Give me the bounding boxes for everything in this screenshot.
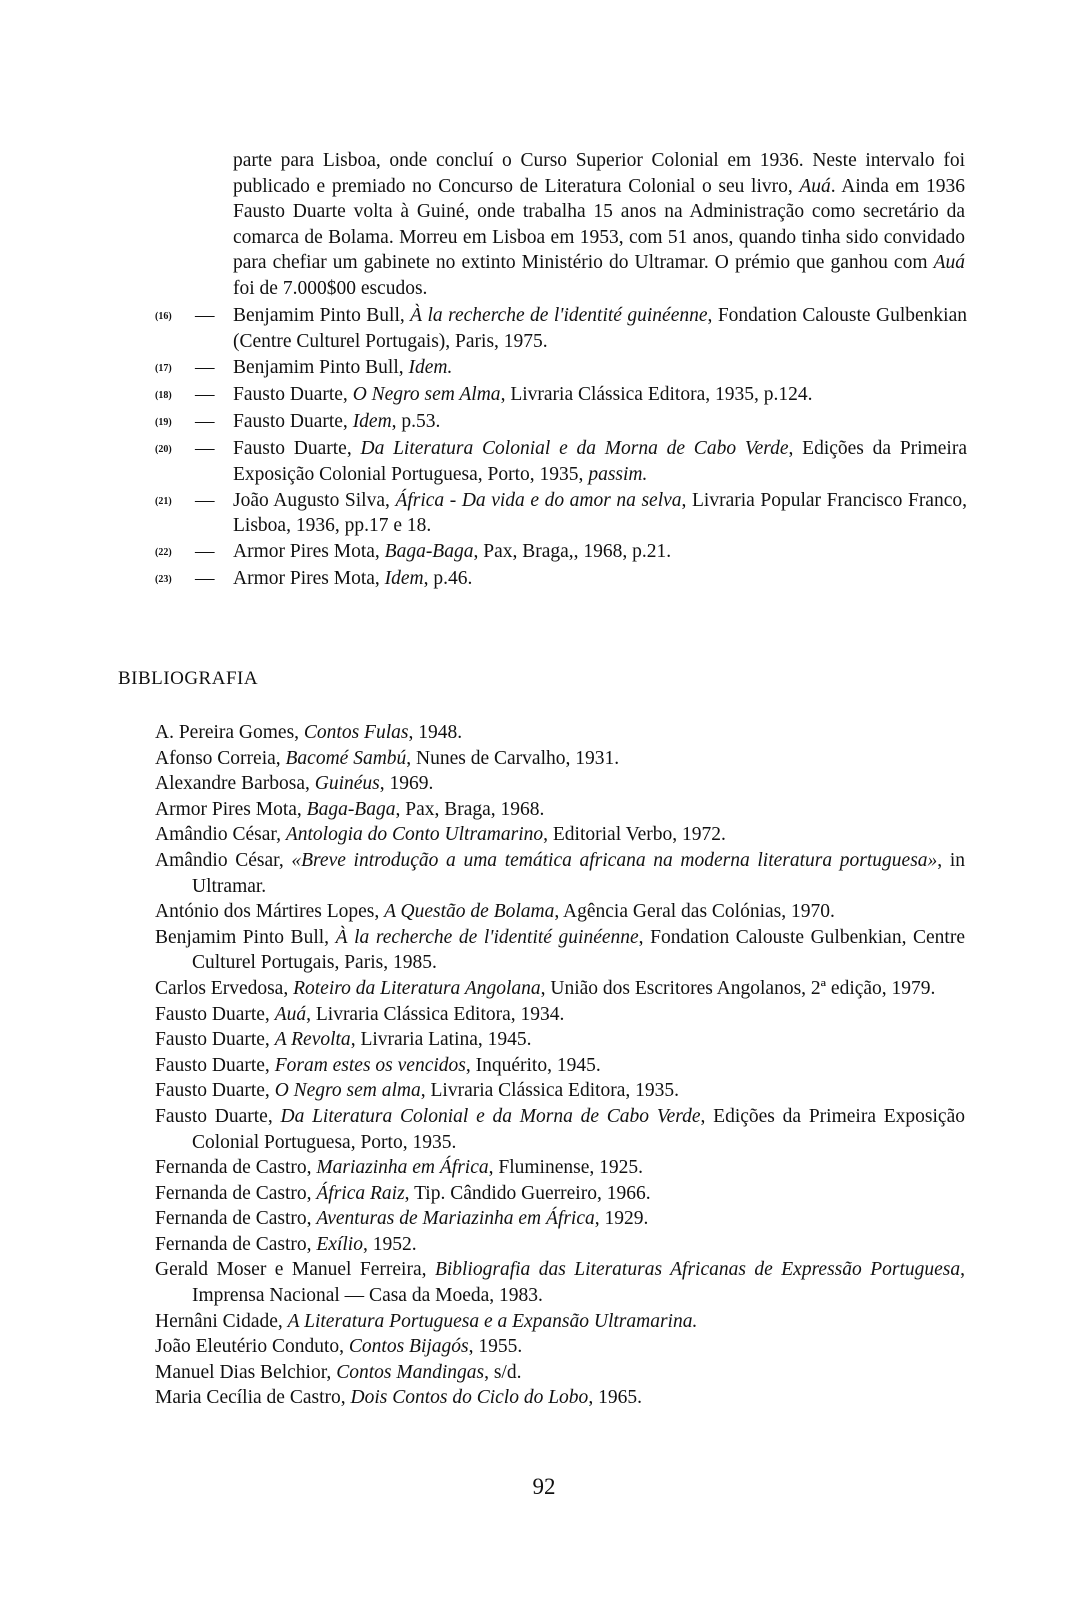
entry-author: Amândio César,	[155, 849, 292, 871]
entry-title: A Questão de Bolama	[384, 901, 555, 923]
footnote-dash: —	[195, 356, 215, 378]
footnote-details: , Fondation Calouste Gulbenkian (Centre Culturel Portugais), Paris, 1975.	[233, 305, 967, 352]
entry-author: Carlos Ervedosa,	[155, 977, 294, 999]
entry-author: António dos Mártires Lopes,	[155, 901, 385, 923]
footnote-text	[233, 436, 967, 487]
bibliography-entry	[155, 1027, 965, 1053]
entry-title: Roteiro da Literatura Angolana	[293, 977, 541, 999]
entry-details: , Nunes de Carvalho, 1931.	[406, 747, 620, 769]
entry-title: Bibliografia das Literaturas Africanas de Expressão Portuguesa	[434, 1259, 961, 1281]
footnote-details: , p.53.	[391, 410, 441, 432]
entry-author: Alexandre Barbosa,	[155, 773, 315, 795]
entry-title: Baga-Baga	[306, 798, 396, 820]
entry-title: Antologia do Conto Ultramarino	[285, 824, 544, 846]
entry-details: , Editorial Verbo, 1972.	[543, 824, 726, 846]
entry-title: Contos Mandingas	[336, 1361, 485, 1383]
footnote-author: Fausto Duarte,	[233, 383, 353, 405]
entry-details: , Inquérito, 1945.	[465, 1054, 601, 1076]
intro-text-pre: parte para Lisboa, onde concluí o Curso Superior Colonial em 1936. Neste intervalo foi publicado e premiado no Concurso de Literatura Colonial o seu livro,	[233, 150, 965, 197]
footnote-number: (17)	[155, 362, 172, 374]
bibliography-heading: BIBLIOGRAFIA	[118, 668, 259, 689]
footnote-text	[233, 303, 967, 354]
entry-title: Da Literatura Colonial e da Morna de Cabo Verde	[280, 1105, 701, 1127]
footnote-details: , Livraria Clássica Editora, 1935, p.124.	[500, 383, 813, 405]
bibliography-entry	[155, 1002, 965, 1028]
footnote-text	[233, 382, 967, 409]
footnote-dash: —	[195, 410, 215, 432]
footnote-details: , p.46.	[423, 568, 473, 590]
entry-details: , Fluminense, 1925.	[488, 1157, 643, 1179]
entry-author: Gerald Moser e Manuel Ferreira,	[155, 1259, 435, 1281]
bibliography-entry	[155, 1309, 965, 1335]
entry-details: , 1929.	[594, 1208, 649, 1230]
footnote-title: Idem	[352, 410, 392, 432]
entry-details: , Imprensa Nacional — Casa da Moeda, 1983.	[192, 1259, 966, 1307]
footnote-dash: —	[195, 489, 215, 511]
bibliography-entry	[155, 797, 965, 823]
footnote-item	[155, 382, 967, 409]
intro-title: Auá	[799, 175, 831, 197]
entry-author: Fausto Duarte,	[155, 1029, 275, 1051]
footnote-text	[233, 409, 967, 436]
footnote-number: (20)	[155, 443, 172, 455]
footnote-item	[155, 303, 967, 354]
footnote-author: João Augusto Silva,	[233, 489, 396, 511]
bibliography-entry	[155, 720, 965, 746]
footnote-details: , Pax, Braga,, 1968, p.21.	[473, 541, 672, 563]
entry-title: A Literatura Portuguesa e a Expansão Ultramarina.	[287, 1310, 698, 1332]
entry-details: , in Ultramar.	[192, 849, 965, 897]
footnote-title: Baga-Baga	[384, 541, 474, 563]
intro-paragraph	[233, 148, 965, 302]
footnote-item	[155, 355, 967, 382]
entry-details: , 1952.	[362, 1233, 417, 1255]
intro-text-post: foi de 7.000$00 escudos.	[233, 277, 428, 299]
entry-title: Exílio	[316, 1233, 363, 1255]
entry-author: Afonso Correia,	[155, 747, 286, 769]
entry-title: O Negro sem alma	[274, 1080, 421, 1102]
footnote-dash: —	[195, 305, 215, 326]
entry-author: A. Pereira Gomes,	[155, 722, 304, 743]
bibliography-entry	[155, 771, 965, 797]
entry-details: , Pax, Braga, 1968.	[395, 798, 545, 820]
bibliography-entry	[155, 1078, 965, 1104]
footnote-number: (21)	[155, 495, 172, 507]
entry-title: Contos Fulas	[303, 722, 409, 743]
footnote-number: (16)	[155, 311, 172, 322]
footnote-author: Benjamim Pinto Bull,	[233, 356, 409, 378]
footnote-dash: —	[195, 568, 215, 590]
footnote-text	[233, 566, 967, 593]
footnote-item	[155, 409, 967, 436]
bibliography-entry	[155, 1155, 965, 1181]
entry-details: , Fondation Calouste Gulbenkian, Centre Culturel Portugais, Paris, 1985.	[192, 926, 965, 974]
entry-details: , Agência Geral das Colónias, 1970.	[554, 901, 835, 923]
footnote-item	[155, 488, 967, 539]
entry-details: , Tip. Cândido Guerreiro, 1966.	[404, 1182, 651, 1204]
bibliography-entry	[155, 976, 965, 1002]
entry-author: Fausto Duarte,	[155, 1105, 281, 1127]
bibliography-entry	[155, 1053, 965, 1079]
bibliography-entry	[155, 746, 965, 772]
footnotes-list	[155, 303, 967, 594]
footnote-dash: —	[195, 437, 215, 459]
entry-details: , s/d.	[484, 1361, 522, 1383]
footnote-dash: —	[195, 383, 215, 405]
entry-author: Fernanda de Castro,	[155, 1233, 317, 1255]
footnote-author: Fausto Duarte,	[233, 410, 353, 432]
entry-details: , 1955.	[468, 1336, 523, 1358]
footnote-item	[155, 436, 967, 487]
entry-title: A Revolta	[274, 1029, 351, 1051]
footnote-author: Benjamim Pinto Bull,	[233, 305, 411, 326]
footnote-number: (18)	[155, 389, 172, 401]
bibliography-entry	[155, 1206, 965, 1232]
footnote-number: (23)	[155, 574, 172, 586]
entry-author: Hernâni Cidade,	[155, 1310, 288, 1332]
entry-author: Benjamim Pinto Bull,	[155, 926, 336, 948]
footnote-extra: passim.	[588, 463, 648, 485]
footnote-dash: —	[195, 541, 215, 563]
bibliography-entry	[155, 899, 965, 925]
bibliography-entry	[155, 848, 965, 899]
bibliography-entry	[155, 1385, 965, 1411]
page-number: 92	[532, 1474, 556, 1499]
footnote-details: , Edições da Primeira Exposição Colonial Portuguesa, Porto, 1935,	[233, 437, 967, 485]
bibliography-entry	[155, 925, 965, 976]
entry-title: Aventuras de Mariazinha em África	[316, 1208, 595, 1230]
entry-details: , 1965.	[588, 1387, 642, 1409]
footnote-text	[233, 355, 967, 382]
entry-title: Auá	[274, 1003, 307, 1025]
bibliography-entry	[155, 1232, 965, 1258]
footnote-number: (19)	[155, 416, 172, 428]
entry-title: Mariazinha em África	[316, 1157, 489, 1179]
footnote-details: , Livraria Popular Francisco Franco, Lisboa, 1936, pp.17 e 18.	[233, 489, 967, 537]
entry-details: , União dos Escritores Angolanos, 2ª edição, 1979.	[540, 977, 936, 999]
entry-author: Amândio César,	[155, 824, 286, 846]
footnote-title: Idem.	[408, 356, 453, 378]
entry-details: , Livraria Clássica Editora, 1934.	[306, 1003, 565, 1025]
entry-title: À la recherche de l'identité guinéenne	[335, 926, 639, 948]
bibliography-entry	[155, 1334, 965, 1360]
entry-author: Manuel Dias Belchior,	[155, 1361, 337, 1383]
footnote-text	[233, 539, 967, 566]
entry-title: Foram estes os vencidos	[274, 1054, 466, 1076]
entry-author: Fernanda de Castro,	[155, 1157, 317, 1179]
footnote-number: (22)	[155, 547, 172, 559]
footnote-item	[155, 539, 967, 566]
footnote-item	[155, 566, 967, 593]
entry-author: Maria Cecília de Castro,	[155, 1387, 351, 1409]
footnote-title: Da Literatura Colonial e da Morna de Cabo Verde	[360, 437, 789, 459]
footnote-author: Fausto Duarte,	[233, 437, 361, 459]
footnote-title: Idem	[384, 568, 424, 590]
entry-author: Armor Pires Mota,	[155, 798, 307, 820]
footnote-title: À la recherche de l'identité guinéenne	[410, 305, 708, 326]
intro-title-2: Auá	[933, 252, 965, 274]
entry-author: Fernanda de Castro,	[155, 1182, 317, 1204]
bibliography-entry	[155, 1104, 965, 1155]
footnote-title: África - Da vida e do amor na selva	[395, 489, 682, 511]
entry-details: , Livraria Clássica Editora, 1935.	[420, 1080, 680, 1102]
bibliography-entry	[155, 1181, 965, 1207]
entry-title: «Breve introdução a uma temática africana na moderna literatura portuguesa»	[291, 849, 938, 871]
bibliography-entry	[155, 1257, 965, 1308]
entry-details: , 1969.	[379, 773, 434, 795]
footnote-author: Armor Pires Mota,	[233, 541, 385, 563]
entry-title: Bacomé Sambú	[285, 747, 407, 769]
entry-author: João Eleutério Conduto,	[155, 1336, 349, 1358]
bibliography-entry	[155, 1360, 965, 1386]
bibliography-entry	[155, 822, 965, 848]
entry-author: Fausto Duarte,	[155, 1080, 275, 1102]
entry-details: , Edições da Primeira Exposição Colonial Portuguesa, Porto, 1935.	[192, 1105, 965, 1153]
entry-author: Fernanda de Castro,	[155, 1208, 317, 1230]
footnote-text	[233, 488, 967, 539]
entry-title: Dois Contos do Ciclo do Lobo	[350, 1387, 589, 1409]
entry-details: , 1948.	[408, 722, 463, 743]
bibliography-list	[155, 720, 965, 1411]
entry-details: , Livraria Latina, 1945.	[350, 1029, 532, 1051]
footnote-author: Armor Pires Mota,	[233, 568, 385, 590]
entry-title: Contos Bijagós	[348, 1336, 469, 1358]
entry-author: Fausto Duarte,	[155, 1054, 275, 1076]
footnote-title: O Negro sem Alma	[352, 383, 501, 405]
entry-author: Fausto Duarte,	[155, 1003, 275, 1025]
entry-title: Guinéus	[314, 773, 380, 795]
entry-title: África Raiz	[316, 1182, 405, 1204]
intro-text-mid: . Ainda em 1936 Fausto Duarte volta à Guiné, onde trabalha 15 anos na Administração como secretário da comarca de Bolama. Morreu em Lisboa em 1953, com 51 anos, quando tinha sido convidado para chefiar um gabinete no extinto Ministério do Ultramar. O prémio que ganhou com	[233, 175, 965, 274]
